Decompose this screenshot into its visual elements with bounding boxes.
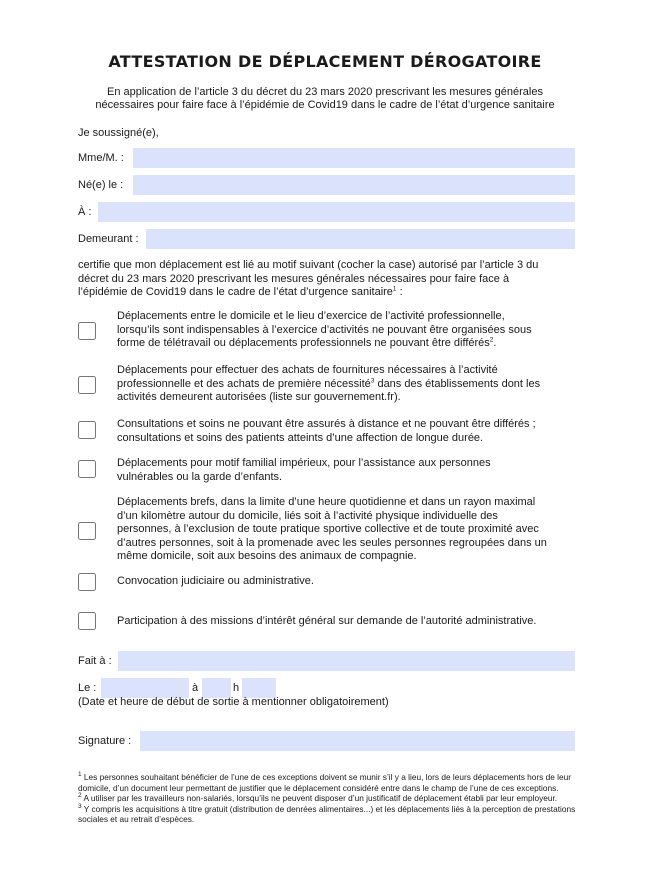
motif-health-text: [117, 418, 575, 445]
a-separator: à: [192, 682, 199, 694]
motif-exercise-text: [117, 496, 575, 564]
address-field[interactable]: [146, 229, 575, 249]
certifie-line-3-text: l’épidémie de Covid19 dans le cadre de l’état d’urgence sanitaire: [78, 286, 393, 298]
motif-6-line-1: Convocation judiciaire ou administrative.: [117, 575, 314, 587]
motif-family-checkbox[interactable]: [78, 460, 96, 478]
footnote-2: [78, 793, 578, 804]
motif-4-line-2: vulnérables ou la garde d’enfants.: [117, 470, 283, 483]
motif-1-line-3-end: .: [493, 337, 497, 349]
certifie-line-3: [78, 286, 578, 300]
document-title: ATTESTATION DE DÉPLACEMENT DÉROGATOIRE: [108, 52, 542, 71]
motif-mission-checkbox[interactable]: [78, 612, 96, 630]
motif-1-line-2: lorsqu’ils sont indispensables à l’exercice d’activités ne pouvant être organisées sous: [117, 323, 532, 336]
footnote-2-number: 2: [78, 792, 82, 800]
birthplace-field[interactable]: [98, 202, 575, 222]
certifie-line-2: décret du 23 mars 2020 prescrivant les mesures générales nécessaires pour faire face à: [78, 272, 510, 285]
soussigne-label: Je soussigné(e),: [78, 127, 159, 139]
motif-1-line-3-text: forme de télétravail ou déplacements professionnels ne pouvant être différés: [117, 337, 490, 349]
signature-label: Signature :: [78, 735, 132, 747]
motif-5-line-2: d’un kilomètre autour du domicile, liés soit à l’activité physique individuelle des: [117, 509, 498, 522]
motif-1-line-3: [117, 337, 575, 351]
motif-convocation-checkbox[interactable]: [78, 573, 96, 591]
footnote-3: [78, 804, 578, 825]
motif-2-line-2a: professionnelle et des achats de première nécessité: [117, 377, 371, 390]
footnote-3-text: Y compris les acquisitions à titre gratuit (distribution de denrées alimentaires...) et les déplacements liés à la perception de prestations sociales et au retrait d’espèces.: [78, 803, 576, 824]
motif-7-line-1: Participation à des missions d’intérêt général sur demande de l’autorité administrative.: [117, 615, 537, 627]
footnote-ref-2: 2: [489, 336, 494, 344]
motif-convocation-text: [117, 575, 575, 589]
intro-text: [60, 86, 590, 112]
motif-professional-text: [117, 310, 575, 351]
birthplace-label: À :: [78, 206, 92, 218]
fait-a-field[interactable]: [118, 651, 575, 671]
footnote-ref-3: 3: [370, 376, 375, 384]
birthdate-label: Né(e) le :: [78, 179, 124, 191]
date-time-note: (Date et heure de début de sortie à mentionner obligatoirement): [78, 696, 389, 708]
motif-3-line-2: consultations et soins des patients atteints d’une affection de longue durée.: [117, 431, 484, 444]
motif-5-line-5: même domicile, soit aux besoins des animaux de compagnie.: [117, 550, 417, 562]
hour-field[interactable]: [202, 678, 231, 698]
minute-field[interactable]: [242, 678, 276, 698]
footnote-1: [78, 772, 578, 793]
motif-2-line-3: activités demeurent autorisées (liste sur gouvernement.fr).: [117, 391, 401, 403]
certifie-paragraph: [78, 259, 578, 300]
motif-purchases-text: [117, 364, 575, 405]
motif-4-line-1: Déplacements pour motif familial impérieux, pour l’assistance aux personnes: [117, 457, 491, 469]
motif-family-text: [117, 457, 575, 484]
h-separator: h: [233, 682, 240, 694]
footnote-1-text: Les personnes souhaitant bénéficier de l’une de ces exceptions doivent se munir s’il y a lieu, lors de leurs déplacements hors de leur domicile, d’un document leur permettant de justifier que le déplacement considéré entre dans le champ de l’une de ces exceptions.: [78, 772, 571, 793]
motif-mission-text: [117, 615, 575, 629]
le-label: Le :: [78, 682, 97, 694]
date-field[interactable]: [101, 678, 189, 698]
motif-exercise-checkbox[interactable]: [78, 522, 96, 540]
motif-health-checkbox[interactable]: [78, 421, 96, 439]
motif-5-line-1: Déplacements brefs, dans la limite d’une heure quotidienne et dans un rayon maximal: [117, 496, 536, 508]
motif-3-line-1: Consultations et soins ne pouvant être assurés à distance et ne pouvant être différés ;: [117, 418, 536, 430]
intro-line-1: En application de l’article 3 du décret du 23 mars 2020 prescrivant les mesures générales: [107, 86, 543, 98]
fait-a-label: Fait à :: [78, 655, 112, 667]
motif-1-line-1: Déplacements entre le domicile et le lieu d’exercice de l’activité professionnelle,: [117, 310, 505, 322]
motif-2-line-1: Déplacements pour effectuer des achats de fournitures nécessaires à l’activité: [117, 364, 498, 376]
motif-5-line-3: personnes, à l’exclusion de toute pratique sportive collective et de toute proximité avec: [117, 523, 539, 535]
address-label: Demeurant :: [78, 233, 139, 245]
footnotes: [78, 772, 578, 825]
footnote-1-number: 1: [78, 771, 82, 779]
signature-field[interactable]: [140, 731, 575, 751]
motif-purchases-checkbox[interactable]: [78, 376, 96, 394]
motif-professional-checkbox[interactable]: [78, 322, 96, 340]
intro-line-2: nécessaires pour faire face à l’épidémie de Covid19 dans le cadre de l’état d’urgence sanitaire: [95, 99, 555, 111]
footnote-3-number: 3: [78, 802, 82, 810]
name-field[interactable]: [133, 148, 575, 168]
certifie-line-3-end: :: [396, 286, 403, 298]
motif-2-line-2: [117, 378, 575, 392]
motif-2-line-2b: dans des établissements dont les: [374, 377, 541, 390]
footnote-ref-1: 1: [392, 285, 397, 293]
footnote-2-text: A utiliser par les travailleurs non-salariés, lorsqu’ils ne peuvent disposer d’un justificatif de déplacement établi par leur employeur.: [81, 793, 558, 803]
certifie-line-1: certifie que mon déplacement est lié au motif suivant (cocher la case) autorisé par l’article 3 du: [78, 259, 539, 271]
mme-label: Mme/M. :: [78, 152, 124, 164]
motif-5-line-4: d’autres personnes, soit à la promenade avec les seules personnes regroupées dans un: [117, 536, 547, 549]
birthdate-field[interactable]: [133, 175, 575, 195]
